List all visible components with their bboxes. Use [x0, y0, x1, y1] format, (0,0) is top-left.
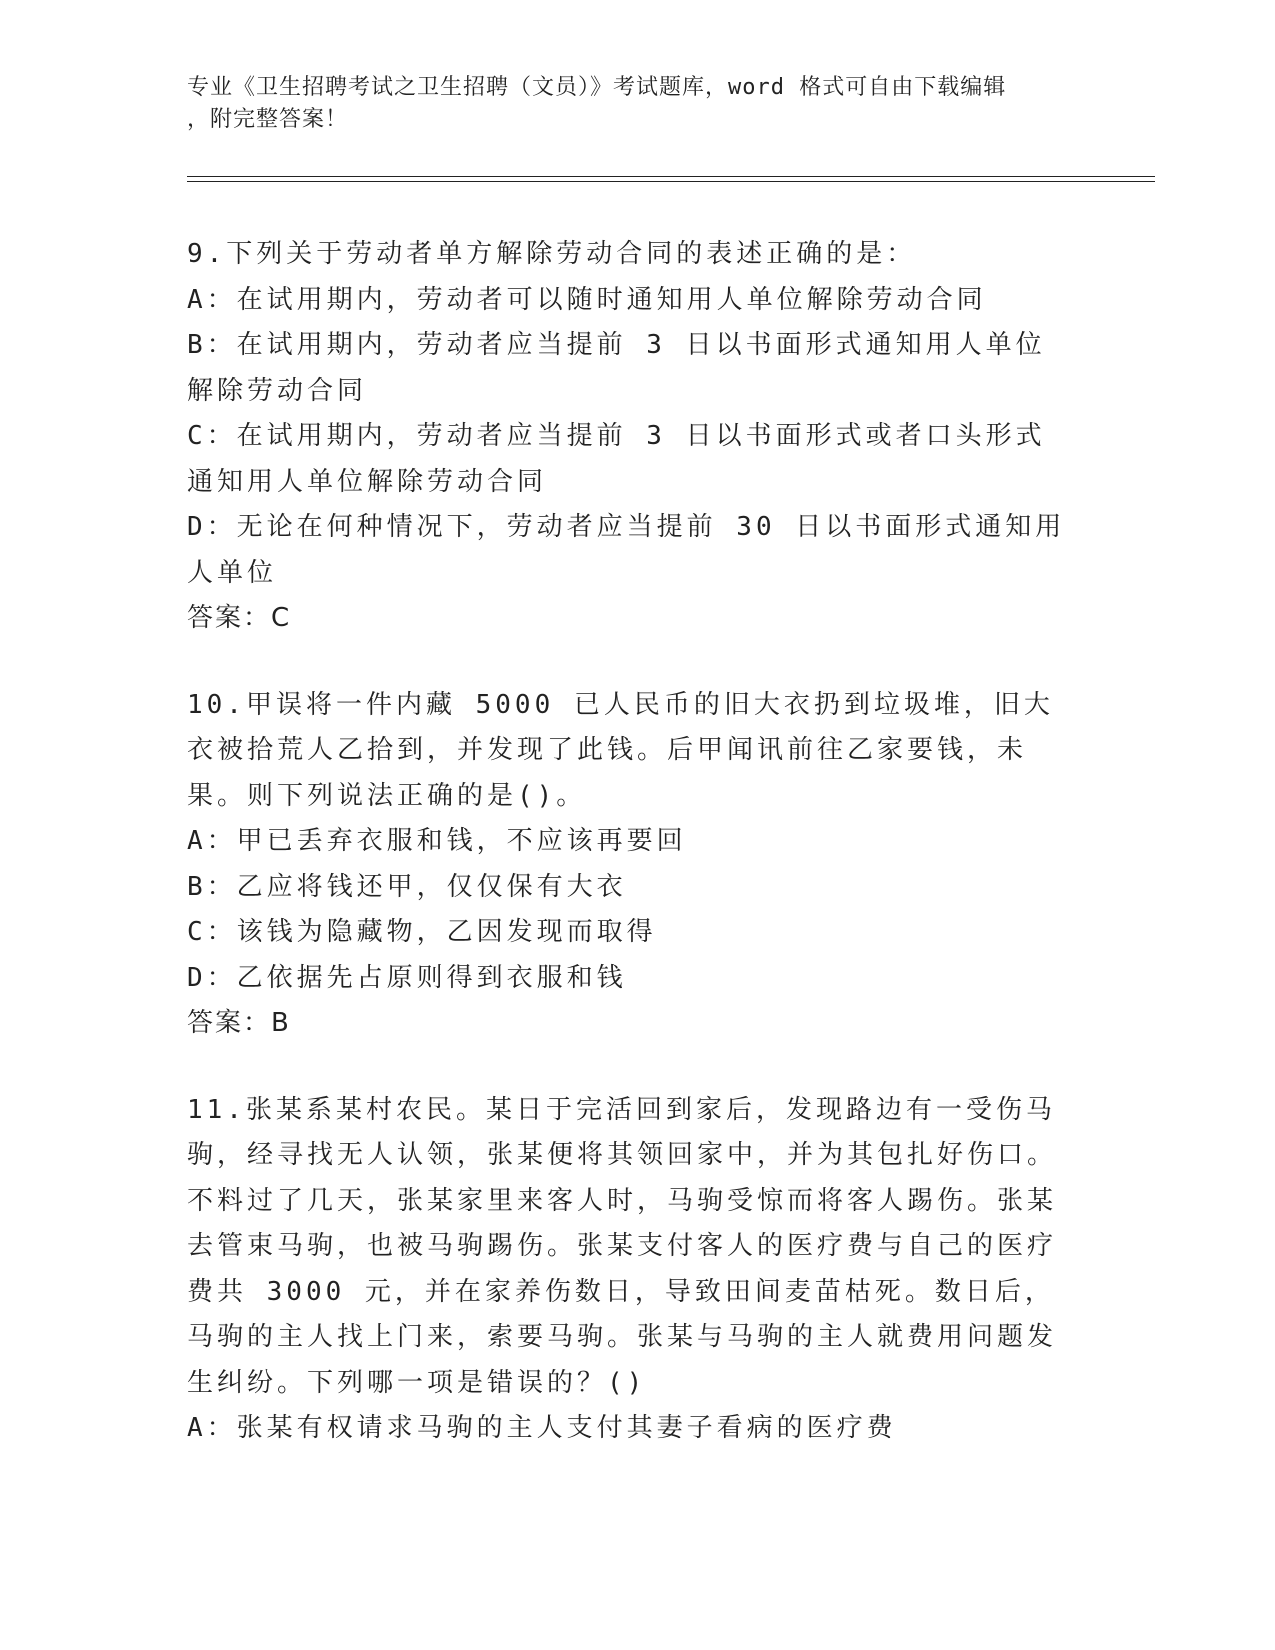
question-11	[187, 1088, 1067, 1452]
document-header	[187, 72, 1067, 136]
option-a: A：甲已丢弃衣服和钱，不应该再要回	[187, 826, 687, 856]
option-c: C：该钱为隐藏物，乙因发现而取得	[187, 917, 657, 947]
answer: 答案：B	[187, 1008, 291, 1038]
header-line-1: 专业《卫生招聘考试之卫生招聘（文员）》考试题库，word 格式可自由下载编辑	[187, 75, 1007, 100]
question-9	[187, 232, 1067, 642]
question-text: 11.张某系某村农民。某日于完活回到家后，发现路边有一受伤马驹，经寻找无人认领，张某便将其领回家中，并为其包扎好伤口。不料过了几天，张某家里来客人时，马驹受惊而将客人踢伤。张某去管束马驹，也被马驹踢伤。张某支付客人的医疗费与自己的医疗费共 3000 元，并在家养伤数日，导致田间麦苗枯死。数日后，马驹的主人找上门来，索要马驹。张某与马驹的主人就费用问题发生纠纷。下列哪一项是错误的？()	[187, 1094, 1058, 1398]
question-list	[187, 232, 1067, 1493]
option-b: B：乙应将钱还甲，仅仅保有大衣	[187, 871, 627, 902]
header-line-2: ，附完整答案！	[187, 107, 349, 132]
option-a: A：在试用期内，劳动者可以随时通知用人单位解除劳动合同	[187, 284, 987, 315]
answer: 答案：C	[187, 603, 292, 633]
option-a: A：张某有权请求马驹的主人支付其妻子看病的医疗费	[187, 1413, 897, 1443]
header-divider	[187, 176, 1155, 182]
option-d: D：无论在何种情况下，劳动者应当提前 30 日以书面形式通知用人单位	[187, 512, 1066, 588]
question-10	[187, 683, 1067, 1047]
option-c: C：在试用期内，劳动者应当提前 3 日以书面形式或者口头形式通知用人单位解除劳动合同	[187, 421, 1046, 497]
question-text: 9.下列关于劳动者单方解除劳动合同的表述正确的是：	[187, 239, 917, 269]
question-text: 10.甲误将一件内藏 5000 已人民币的旧大衣扔到垃圾堆，旧大衣被拾荒人乙拾到，并发现了此钱。后甲闻讯前往乙家要钱，未果。则下列说法正确的是()。	[187, 689, 1054, 811]
option-b: B：在试用期内，劳动者应当提前 3 日以书面形式通知用人单位解除劳动合同	[187, 330, 1046, 406]
option-d: D：乙依据先占原则得到衣服和钱	[187, 962, 627, 993]
